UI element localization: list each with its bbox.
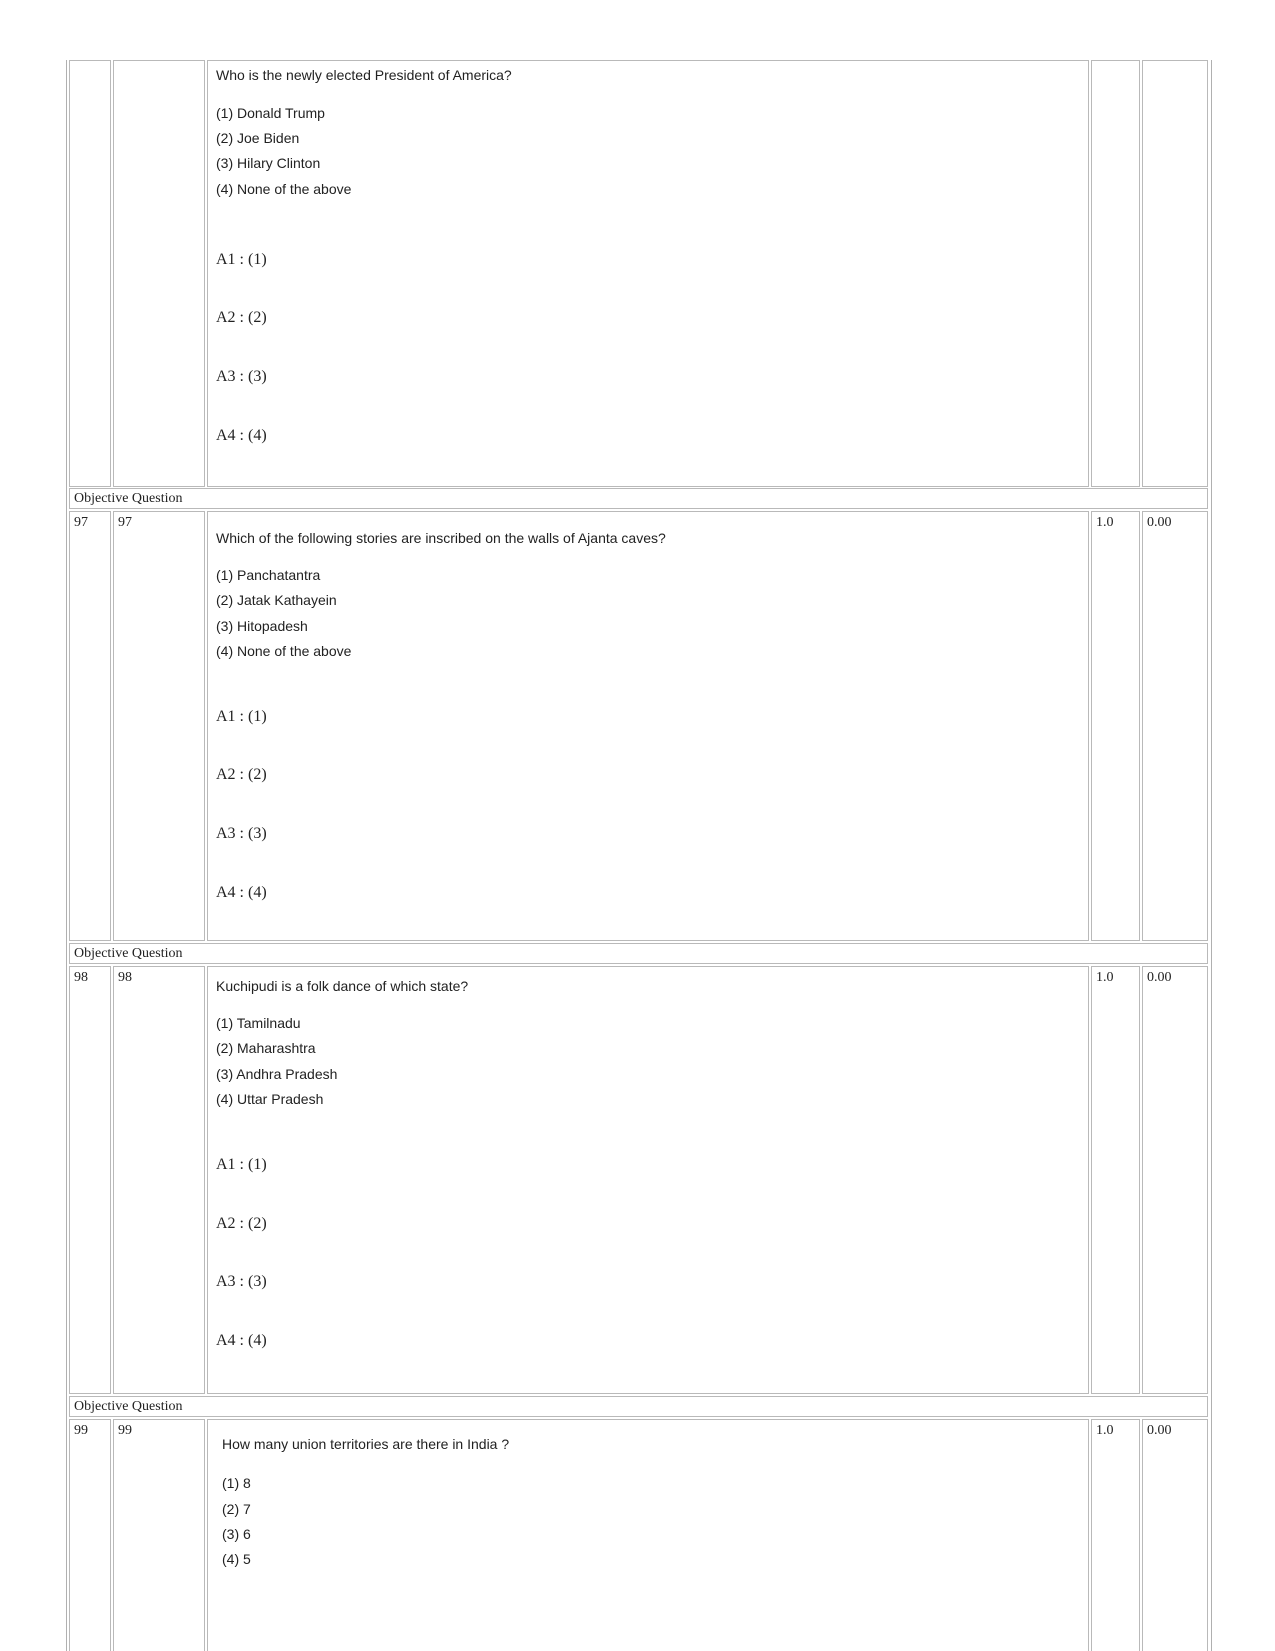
answer-4: A4 : (4) [216,1332,267,1349]
qid-cell [113,511,205,941]
marks-value: 1.0 [1096,970,1114,985]
option-2: (2) Maharashtra [216,1040,316,1056]
section-label-row [69,943,1208,964]
marks-cell [1091,511,1140,941]
negative-marks-value: 0.00 [1147,970,1172,985]
marks-cell [1091,60,1140,487]
negative-marks-value: 0.00 [1147,1423,1172,1438]
answer-2: A2 : (2) [216,1215,267,1232]
option-3: (3) 6 [222,1526,251,1542]
qid-cell [113,60,205,487]
negative-cell [1142,966,1208,1394]
answer-1: A1 : (1) [216,708,267,725]
answer-4: A4 : (4) [216,884,267,901]
marks-cell [1091,966,1140,1394]
negative-marks-value: 0.00 [1147,515,1172,530]
qid-cell [113,1419,205,1651]
qid-cell [113,966,205,1394]
question-cell [207,966,1089,1394]
question-id: 98 [118,970,132,985]
option-1: (1) Donald Trump [216,105,325,121]
option-3: (3) Hitopadesh [216,618,308,634]
question-id: 97 [118,515,132,530]
sno-cell [69,966,111,1394]
serial-number: 99 [74,1423,88,1438]
option-1: (1) Panchatantra [216,567,321,583]
question-text: How many union territories are there in India ? [222,1436,510,1452]
answer-4: A4 : (4) [216,427,267,444]
table-left-border [66,60,67,1651]
sno-cell [69,511,111,941]
answer-1: A1 : (1) [216,1156,267,1173]
answer-1: A1 : (1) [216,251,267,268]
question-cell [207,1419,1089,1651]
section-label-row [69,488,1208,509]
option-4: (4) 5 [222,1551,251,1567]
question-id: 99 [118,1423,132,1438]
section-label: Objective Question [74,491,183,506]
answer-3: A3 : (3) [216,825,267,842]
marks-value: 1.0 [1096,515,1114,530]
marks-cell [1091,1419,1140,1651]
answer-2: A2 : (2) [216,309,267,326]
question-text: Who is the newly elected President of America? [216,67,512,83]
sno-cell [69,60,111,487]
answer-3: A3 : (3) [216,1273,267,1290]
negative-cell [1142,60,1208,487]
section-label: Objective Question [74,1399,183,1414]
section-label-row [69,1396,1208,1417]
option-4: (4) None of the above [216,643,352,659]
section-label: Objective Question [74,946,183,961]
question-cell [207,60,1089,487]
negative-cell [1142,1419,1208,1651]
answer-3: A3 : (3) [216,368,267,385]
table-right-border [1211,60,1212,1651]
serial-number: 98 [74,970,88,985]
question-text: Kuchipudi is a folk dance of which state? [216,978,469,994]
negative-cell [1142,511,1208,941]
question-text: Which of the following stories are inscribed on the walls of Ajanta caves? [216,530,666,546]
marks-value: 1.0 [1096,1423,1114,1438]
sno-cell [69,1419,111,1651]
serial-number: 97 [74,515,88,530]
option-1: (1) 8 [222,1475,251,1491]
answer-2: A2 : (2) [216,766,267,783]
option-4: (4) None of the above [216,181,352,197]
option-2: (2) 7 [222,1501,251,1517]
option-3: (3) Andhra Pradesh [216,1066,338,1082]
option-4: (4) Uttar Pradesh [216,1091,324,1107]
question-cell [207,511,1089,941]
option-1: (1) Tamilnadu [216,1015,301,1031]
option-2: (2) Jatak Kathayein [216,592,337,608]
option-3: (3) Hilary Clinton [216,155,321,171]
option-2: (2) Joe Biden [216,130,300,146]
